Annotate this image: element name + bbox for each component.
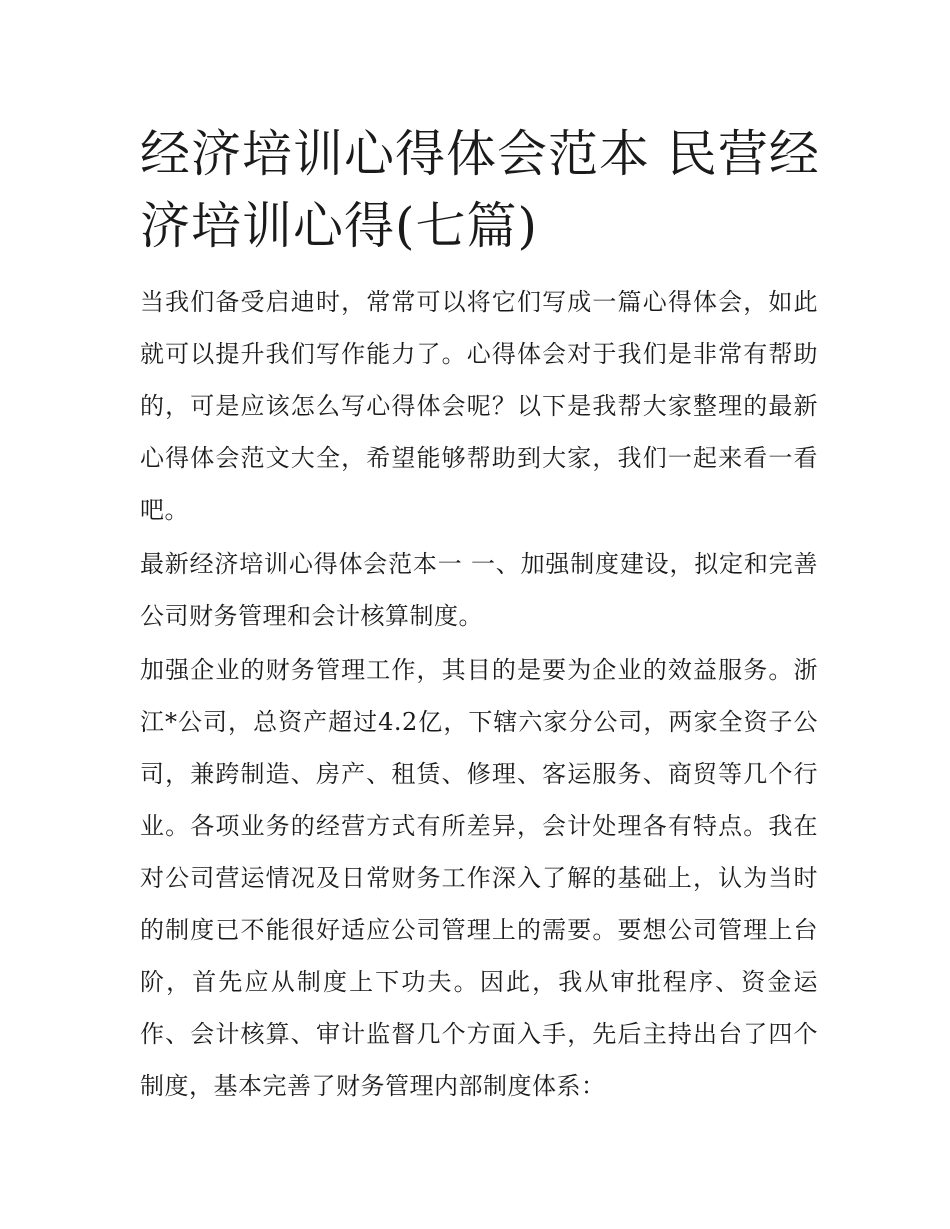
paragraph-section-heading: 最新经济培训心得体会范本一 一、加强制度建设，拟定和完善公司财务管理和会计核算制度。 xyxy=(140,550,818,630)
document-body xyxy=(140,276,818,1114)
document-title: 经济培训心得体会范本 民营经济培训心得(七篇) xyxy=(140,125,820,255)
paragraph-financial-management: 加强企业的财务管理工作，其目的是要为企业的效益服务。浙江*公司，总资产超过4.2亿，下辖六家分公司，两家全资子公司，兼跨制造、房产、租赁、修理、客运服务、商贸等几个行业。各项业务的经营方式有所差异，会计处理各有特点。我在对公司营运情况及日常财务工作深入了解的基础上，认为当时的制度已不能很好适应公司管理上的需要。要想公司管理上台阶，首先应从制度上下功夫。因此，我从审批程序、资金运作、会计核算、审计监督几个方面入手，先后主持出台了四个制度，基本完善了财务管理内部制度体系： xyxy=(140,656,818,1100)
paragraph-intro: 当我们备受启迪时，常常可以将它们写成一篇心得体会，如此就可以提升我们写作能力了。心得体会对于我们是非常有帮助的，可是应该怎么写心得体会呢？以下是我帮大家整理的最新心得体会范文大全，希望能够帮助到大家，我们一起来看一看吧。 xyxy=(140,288,818,524)
